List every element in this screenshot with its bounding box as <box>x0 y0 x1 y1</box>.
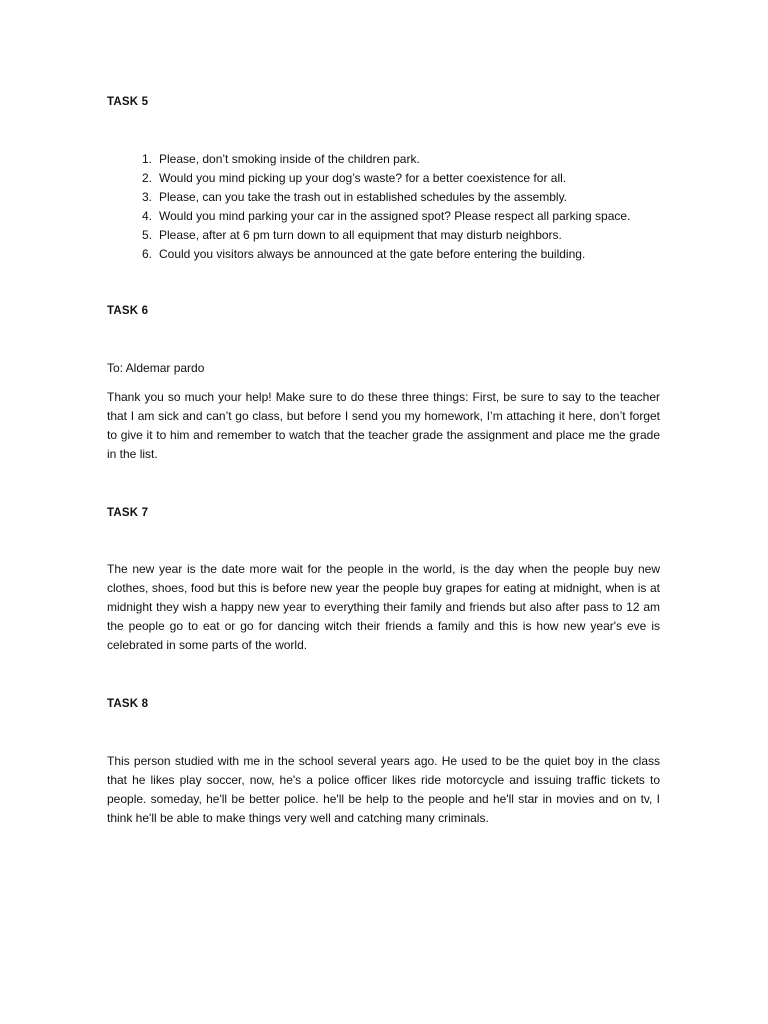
list-item-number: 1. <box>141 152 152 166</box>
task5-list <box>107 150 667 264</box>
task5-heading: TASK 5 <box>107 96 149 108</box>
list-item-text: Please, don’t smoking inside of the children park. <box>159 152 420 166</box>
list-item-text: Please, can you take the trash out in established schedules by the assembly. <box>159 190 568 204</box>
list-item <box>107 207 667 226</box>
list-item-number: 3. <box>141 190 152 204</box>
list-item-text: Would you mind picking up your dog’s waste? for a better coexistence for all. <box>159 171 567 185</box>
list-item-text: Would you mind parking your car in the assigned spot? Please respect all parking space. <box>159 209 631 223</box>
list-item-number: 2. <box>141 171 152 185</box>
letter-recipient: To: Aldemar pardo <box>107 361 205 375</box>
list-item-text: Please, after at 6 pm turn down to all equipment that may disturb neighbors. <box>159 228 562 242</box>
list-item <box>107 150 667 169</box>
task8-heading: TASK 8 <box>107 698 149 710</box>
task6-paragraph: Thank you so much your help! Make sure to do these three things: First, be sure to say to the teacher that I am sick and can’t go class, but before I send you my homework, I’m attaching it here, don’t forget to give it to him and remember to watch that the teacher grade the assignment and place me the grade in the list. <box>107 390 660 461</box>
list-item <box>107 226 667 245</box>
list-item <box>107 169 667 188</box>
task6-heading: TASK 6 <box>107 305 149 317</box>
task8-paragraph: This person studied with me in the school several years ago. He used to be the quiet boy in the class that he likes play soccer, now, he's a police officer likes ride motorcycle and issuing traffic tickets to people. someday, he'll be better police. he'll be help to the people and he'll star in movies and on tv, I think he'll be able to make things very well and catching many criminals. <box>107 754 660 825</box>
list-item-number: 6. <box>141 247 152 261</box>
list-item-number: 5. <box>141 228 152 242</box>
task7-paragraph: The new year is the date more wait for the people in the world, is the day when the people buy new clothes, shoes, food but this is before new year the people buy grapes for eating at midnight, when is at midnight they wish a happy new year to everything their family and friends but also after pass to 12 am the people go to eat or go for dancing witch their friends a family and this is how new year's eve is celebrated in some parts of the world. <box>107 562 660 652</box>
task7-heading: TASK 7 <box>107 507 149 519</box>
list-item-number: 4. <box>141 209 152 223</box>
list-item-text: Could you visitors always be announced at the gate before entering the building. <box>159 247 586 261</box>
list-item <box>107 188 667 207</box>
list-item <box>107 245 667 264</box>
